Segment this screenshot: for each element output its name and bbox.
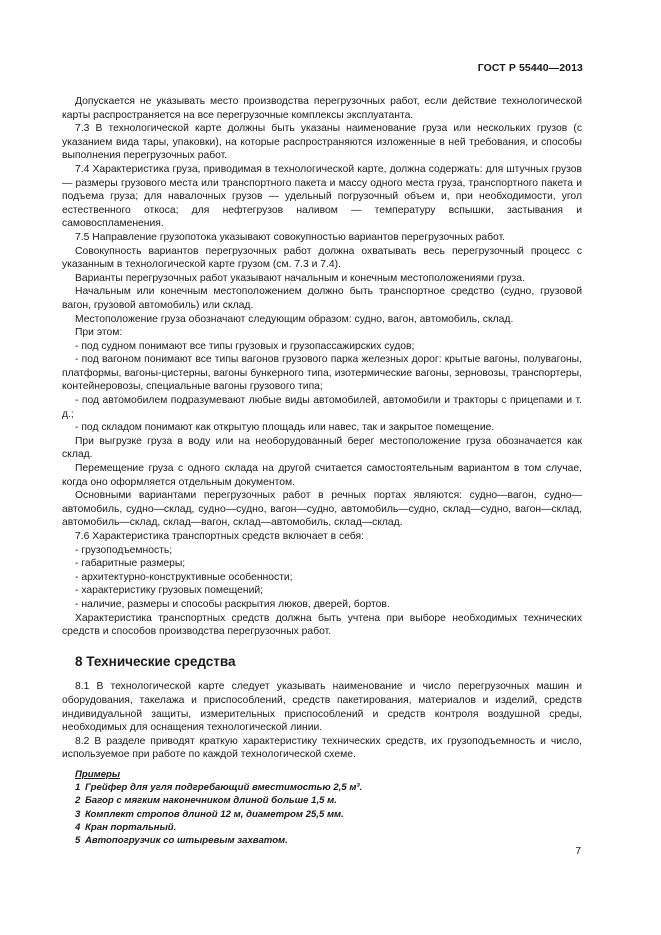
example-number: 1 bbox=[75, 782, 81, 794]
paragraph: Характеристика транспортных средств должна быть учтена при выборе необходимых технических средств и способов производства перегрузочных работ. bbox=[62, 612, 582, 638]
section-8-paragraphs bbox=[62, 680, 582, 762]
paragraph: Допускается не указывать место производства перегрузочных работ, если действие технологической карты распространяется на все перегрузочные комплексы эксплуатанта. bbox=[62, 96, 582, 121]
paragraph: 7.5 Направление грузопотока указывают совокупностью вариантов перегрузочных работ. bbox=[75, 231, 506, 243]
paragraph: Основными вариантами перегрузочных работ в речных портах являются: судно—вагон, судно—автомобиль, судно—склад, судно—судно, вагон—судно, автомобиль—судно, склад—судно, вагон—склад, автомобиль—склад, склад—вагон, склад—автомобиль, склад—склад. bbox=[62, 490, 582, 529]
example-item bbox=[75, 834, 582, 847]
examples-title: Примеры bbox=[75, 768, 121, 780]
example-item bbox=[75, 808, 582, 821]
section-7-paragraphs bbox=[62, 95, 582, 639]
example-number: 5 bbox=[75, 834, 81, 846]
paragraph: - характеристику грузовых помещений; bbox=[75, 585, 263, 597]
example-text: Комплект стропов длиной 12 м, диаметром 25,5 мм. bbox=[85, 808, 344, 820]
paragraph: 8.2 В разделе приводят краткую характеристику технических средств, их грузоподъемность и число, используемое при работе по каждой технологической схеме. bbox=[62, 735, 582, 761]
example-item bbox=[75, 794, 582, 807]
example-number: 4 bbox=[75, 821, 81, 833]
example-number: 3 bbox=[75, 808, 81, 820]
example-text: Багор с мягким наконечником длиной больше 1,5 м. bbox=[85, 795, 337, 807]
standard-header: ГОСТ Р 55440—2013 bbox=[477, 62, 583, 74]
example-item bbox=[75, 821, 582, 834]
paragraph: 7.4 Характеристика груза, приводимая в технологической карте, должна содержать: для штучных грузов — размеры грузового места или транспортного пакета и массу одного места груза, транспортного пакета и подъема груза; для навалочных грузов — удельный погрузочный объем и, при необходимости, угол естественного откоса; для нефтегрузов наливом — температуру вспышки, застывания и самовоспламенения. bbox=[62, 163, 582, 230]
paragraph: - под автомобилем подразумевают любые виды автомобилей, автомобили и тракторы с прицепами и т. д.; bbox=[62, 395, 582, 420]
paragraph: 7.6 Характеристика транспортных средств включает в себя: bbox=[75, 531, 364, 542]
paragraph: Начальным или конечным местоположением должно быть транспортное средство (судно, грузовой вагон, грузовой автомобиль) или склад. bbox=[62, 286, 582, 311]
paragraph: - наличие, размеры и способы раскрытия люков, дверей, бортов. bbox=[75, 598, 390, 610]
examples-block bbox=[62, 768, 582, 847]
example-item bbox=[75, 781, 582, 794]
paragraph: 7.3 В технологической карте должны быть указаны наименование груза или нескольких грузов (с указанием вида тары, упаковки), на которые распространяются изложенные в ней требования, и способы выполнения перегрузочных работ. bbox=[62, 123, 582, 162]
example-text: Автопогрузчик со штыревым захватом. bbox=[85, 834, 288, 846]
paragraph: При выгрузке груза в воду или на необорудованный берег местоположение груза обозначается как склад. bbox=[62, 435, 582, 461]
paragraph: Местоположение груза обозначают следующим образом: судно, вагон, автомобиль, склад. bbox=[75, 313, 514, 325]
paragraph: - под складом понимают как открытую площадь или навес, так и закрытое помещение. bbox=[75, 422, 495, 434]
paragraph: Перемещение груза с одного склада на другой считается самостоятельным вариантом в том случае, когда оно оформляется отдельным документом. bbox=[62, 463, 582, 488]
paragraph: При этом: bbox=[75, 327, 123, 339]
paragraph: - под вагоном понимают все типы вагонов грузового парка железных дорог: крытые вагоны, полувагоны, платформы, вагоны-цистерны, вагоны бункерного типа, изотермические вагоны, зерновозы, транспортеры, контейнеровозы, специальные вагоны грузового типа; bbox=[62, 354, 582, 393]
example-number: 2 bbox=[75, 795, 81, 807]
section-8-heading: 8 Технические средства bbox=[75, 653, 236, 669]
example-text: Кран портальный. bbox=[85, 821, 177, 833]
paragraph: - габаритные размеры; bbox=[75, 558, 186, 570]
paragraph: - под судном понимают все типы грузовых и грузопассажирских судов; bbox=[75, 340, 415, 352]
paragraph: Совокупность вариантов перегрузочных работ должна охватывать весь перегрузочный процесс с указанным в технологической карте грузом (см. 7.3 и 7.4). bbox=[62, 245, 582, 271]
document-body bbox=[62, 95, 582, 847]
example-text: Грейфер для угля подгребающий вместимостью 2,5 м³. bbox=[85, 782, 363, 794]
paragraph: Варианты перегрузочных работ указывают начальным и конечным местоположениями груза. bbox=[75, 272, 525, 284]
paragraph: - грузоподъемность; bbox=[75, 544, 173, 556]
paragraph: - архитектурно-конструктивные особенности; bbox=[75, 571, 293, 583]
page-number: 7 bbox=[575, 846, 581, 857]
examples-list bbox=[75, 781, 582, 847]
paragraph: 8.1 В технологической карте следует указывать наименование и число перегрузочных машин и оборудования, такелажа и приспособлений, средств пакетирования, материалов и изделий, средств индивидуальной защиты, измерительных приспособлений и средств контроля воздушной среды, необходимых для оснащения технологической линии. bbox=[62, 681, 582, 734]
